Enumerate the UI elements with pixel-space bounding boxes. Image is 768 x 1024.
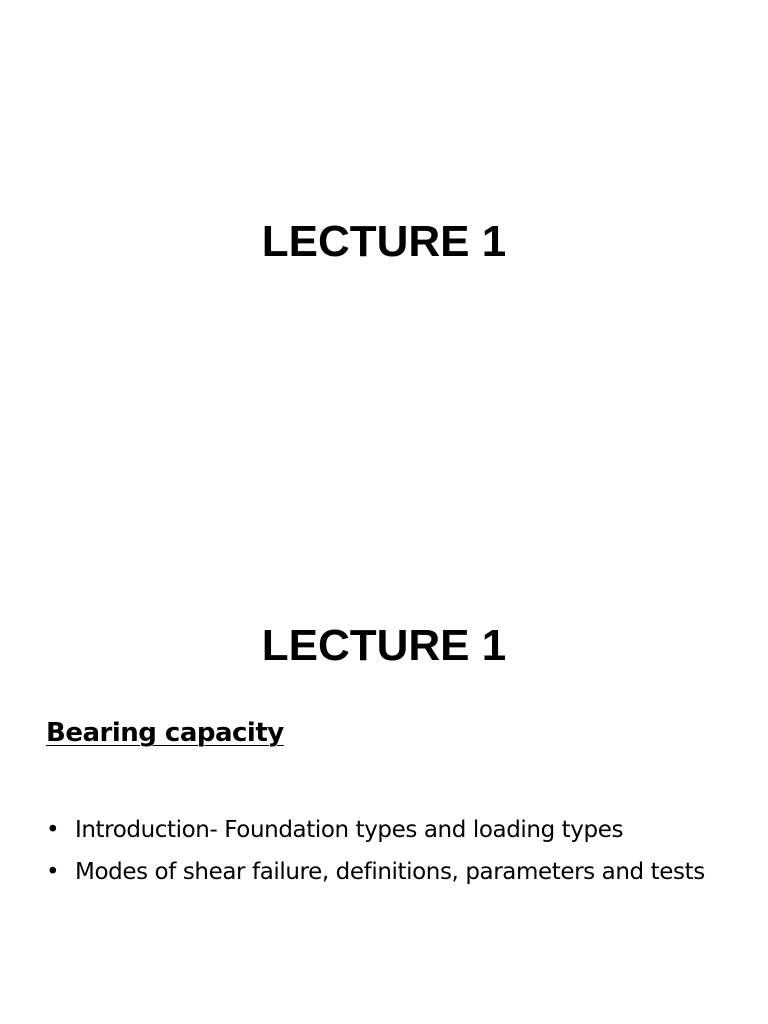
slide-title: LECTURE 1 bbox=[261, 217, 507, 266]
bullet-item bbox=[46, 854, 726, 890]
bullet-icon: • bbox=[46, 859, 60, 885]
slide-2 bbox=[0, 512, 768, 1024]
bullet-text: Modes of shear failure, definitions, parameters and tests bbox=[75, 859, 705, 885]
bullet-icon: • bbox=[46, 817, 60, 843]
slide-title: LECTURE 1 bbox=[261, 621, 507, 670]
slide-subheading: Bearing capacity bbox=[46, 718, 284, 748]
bullet-list bbox=[46, 812, 726, 896]
bullet-text: Introduction- Foundation types and loading types bbox=[75, 817, 624, 843]
bullet-item bbox=[46, 812, 726, 848]
